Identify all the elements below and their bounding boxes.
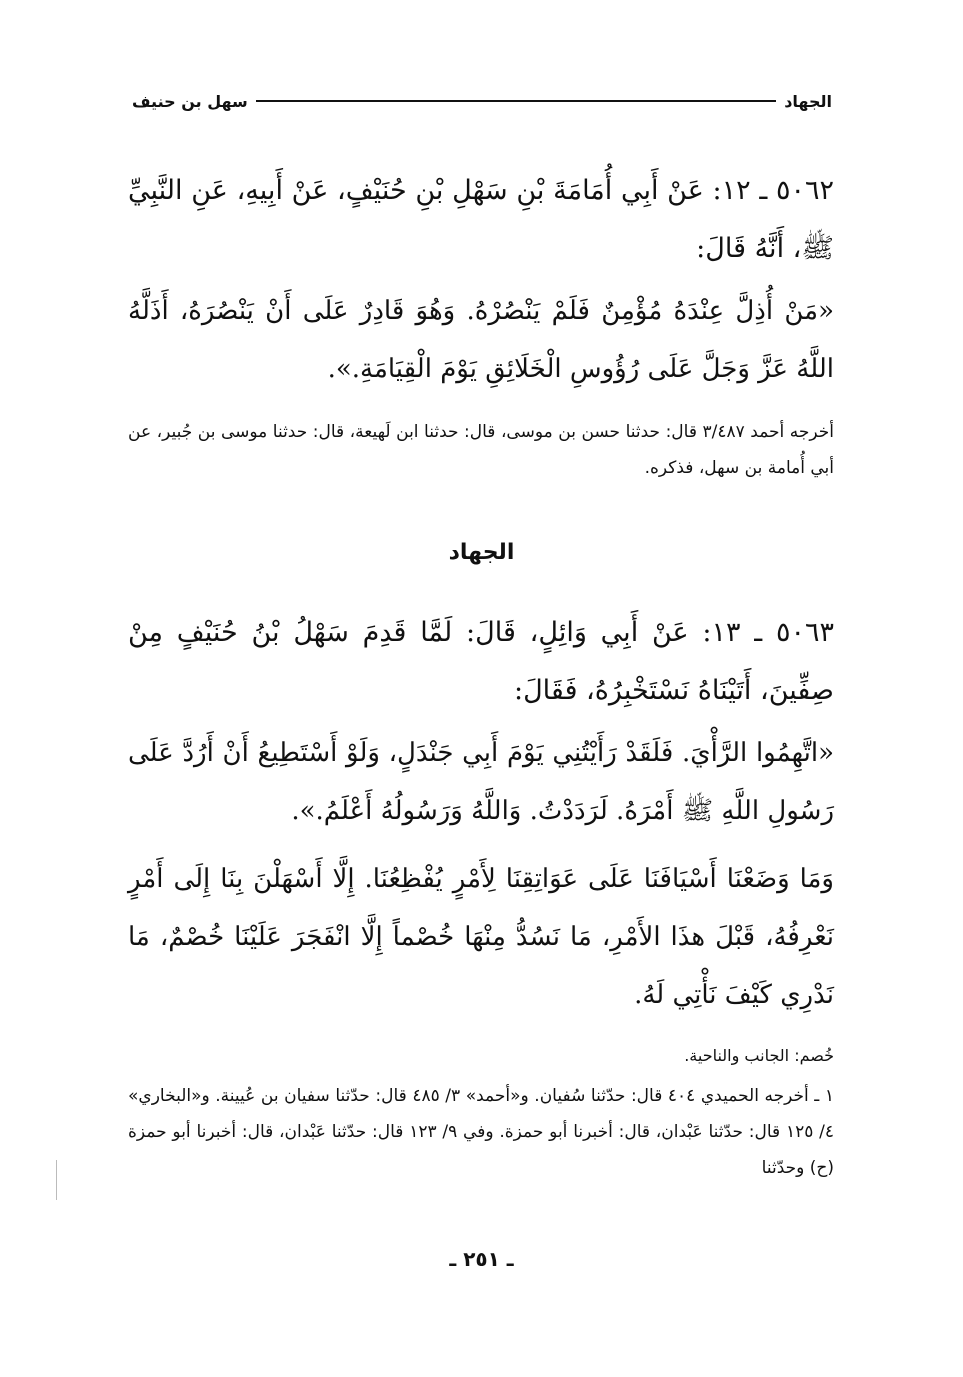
header-section: سهل بن حنيف <box>132 91 248 111</box>
hadith-5062-text: «مَنْ أُذِلَّ عِنْدَهُ مُؤْمِنٌ فَلَمْ يَنْصُرْهُ. وَهُوَ قَادِرٌ عَلَى أَنْ يَنْصُرَهُ، أَذَلَّهُ اللَّهُ عَزَّ وَجَلَّ عَلَى رُؤُوسِ الْخَلَائِقِ يَوْمَ الْقِيَامَةِ.». <box>128 296 834 384</box>
header-rule <box>256 100 776 102</box>
page-number: ـ ٢٥١ ـ <box>449 1247 514 1271</box>
gloss-note: خُصم: الجانب والناحية. <box>684 1046 834 1065</box>
hadith-5062-source-note: أخرجه أحمد ٣/٤٨٧ قال: حدثنا حسن بن موسى، قال: حدثنا ابن لَهيعة، قال: حدثنا موسى بن جُبير، عن أبي أُمامة بن سهل، فذكره. <box>128 422 835 478</box>
running-header <box>132 86 832 116</box>
footnote-5063: ١ ـ أخرجه الحميدي ٤٠٤ قال: حدّثنا سُفيان. و«أحمد» ٣/ ٤٨٥ قال: حدّثنا سفيان بن عُيينة. و«البخاري» ٤/ ١٢٥ قال: حدّثنا عَبْدان، قال: أخبرنا أبو حمزة. وفي ٩/ ١٢٣ قال: حدّثنا عَبْدان، قال: أخبرنا أبو حمزة (ح) وحدّثنا <box>128 1086 835 1178</box>
hadith-5063-text: «اتَّهِمُوا الرَّأْيَ. فَلَقَدْ رَأَيْتُنِي يَوْمَ أَبِي جَنْدَلٍ، وَلَوْ أَسْتَطِيعُ أَنْ أَرُدَّ عَلَى رَسُولِ اللَّهِ ﷺ أَمْرَهُ. لَرَدَدْتُ. وَاللَّهُ وَرَسُولُهُ أَعْلَمُ.». <box>128 738 834 826</box>
section-title: الجهاد <box>448 540 515 565</box>
margin-mark <box>56 1160 57 1200</box>
hadith-5062-isnad: ٥٠٦٢ ـ ١٢: عَنْ أَبِي أُمَامَةَ بْنِ سَهْلِ بْنِ حُنَيْفٍ، عَنْ أَبِيهِ، عَنِ النَّبِيِّ ﷺ، أَنَّهُ قَالَ: <box>128 175 835 264</box>
hadith-5063-continuation: وَمَا وَضَعْنَا أَسْيَافَنَا عَلَى عَوَاتِقِنَا لِأَمْرٍ يُفْظِعُنَا. إِلَّا أَسْهَلْنَ بِنَا إِلَى أَمْرٍ نَعْرِفُهُ، قَبْلَ هذَا الأَمْرِ، مَا نَسُدُّ مِنْهَا خُصْماً إِلَّا انْفَجَرَ عَلَيْنَا خُصْمٌ، مَا نَدْرِي كَيْفَ نَأْتِي لَهُ. <box>128 864 834 1010</box>
header-chapter: الجهاد <box>784 91 832 111</box>
hadith-5063-isnad: ٥٠٦٣ ـ ١٣: عَنْ أَبِي وَائِلٍ، قَالَ: لَمَّا قَدِمَ سَهْلُ بْنُ حُنَيْفٍ مِنْ صِفِّينَ، أَتَيْنَاهُ نَسْتَخْبِرُهُ، فَقَالَ: <box>128 617 835 706</box>
